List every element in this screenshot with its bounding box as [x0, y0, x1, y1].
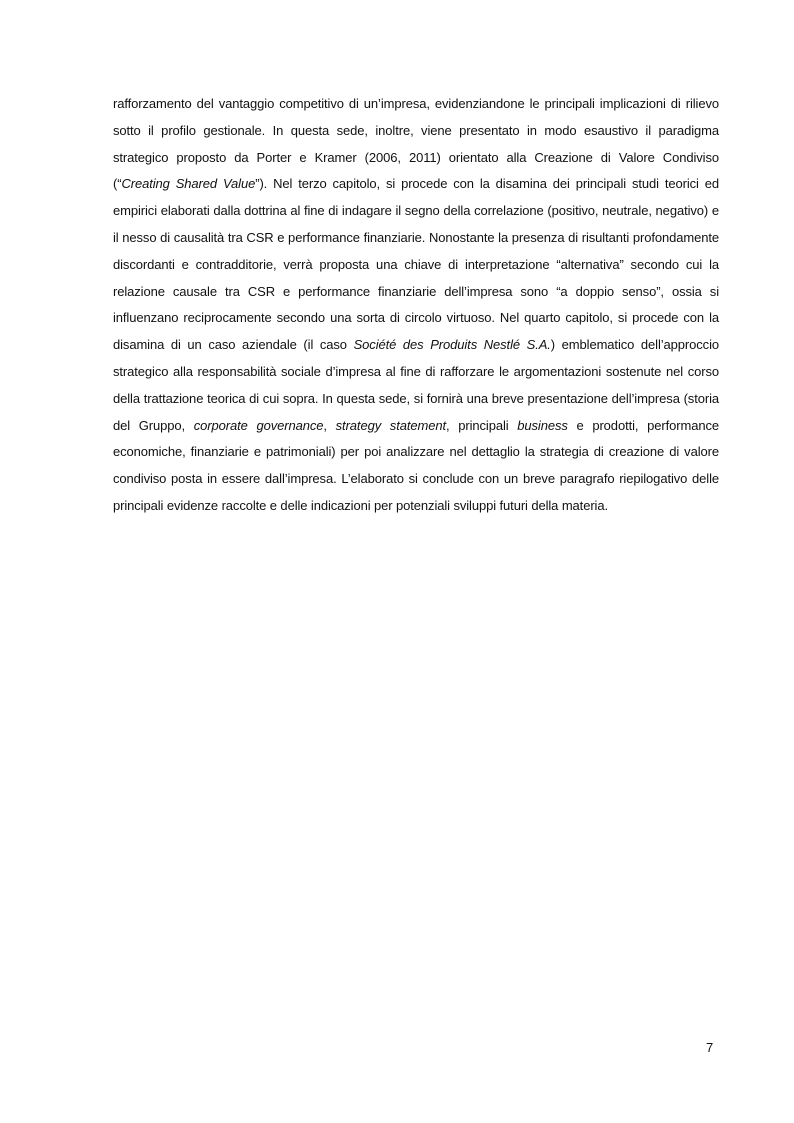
- text-segment: , principali: [446, 417, 518, 433]
- text-segment-italic: business: [517, 417, 568, 433]
- text-segment: rafforzamento del vantaggio competitivo di un’impresa, evidenziandone le principali implicazioni di rilievo sotto il profilo gestionale. In questa sede, inoltre, viene presentato in modo esaustivo il paradigma strategico proposto da Porter e Kramer (2006, 2011) orientato alla Creazione di Valore Condiviso (“: [113, 96, 719, 192]
- body-paragraph: [113, 91, 719, 520]
- page-number: 7: [706, 1040, 714, 1055]
- text-segment: ,: [323, 417, 336, 433]
- text-segment-italic: strategy statement: [335, 417, 446, 433]
- text-segment-italic: Société des Produits Nestlé S.A.: [353, 337, 551, 353]
- text-segment: e prodotti, performance economiche, finanziarie e patrimoniali) per poi analizzare nel dettaglio la strategia di creazione di valore condiviso posta in essere dall’impresa. L’elaborato si conclude con un breve paragrafo riepilogativo delle principali evidenze raccolte e delle indicazioni per potenziali sviluppi futuri della materia.: [113, 417, 719, 513]
- text-segment-italic: corporate governance: [193, 417, 324, 433]
- text-segment-italic: Creating Shared Value: [121, 176, 256, 192]
- text-segment: ”). Nel terzo capitolo, si procede con la disamina dei principali studi teorici ed empirici elaborati dalla dottrina al fine di indagare il segno della correlazione (positivo, neutrale, negativo) e il nesso di causalità tra CSR e performance finanziarie. Nonostante la presenza di risultanti profondamente discordanti e contradditorie, verrà proposta una chiave di interpretazione “alternativa” secondo cui la relazione causale tra CSR e performance finanziarie dell’impresa sono “a doppio senso”, ossia si influenzano reciprocamente secondo una sorta di circolo virtuoso. Nel quarto capitolo, si procede con la disamina di un caso aziendale (il caso: [113, 176, 719, 353]
- text-segment: ) emblematico dell’approccio strategico alla responsabilità sociale d’impresa al fine di rafforzare le argomentazioni sostenute nel corso della trattazione teorica di cui sopra. In questa sede, si fornirà una breve presentazione dell’impresa (storia del Gruppo,: [113, 337, 720, 433]
